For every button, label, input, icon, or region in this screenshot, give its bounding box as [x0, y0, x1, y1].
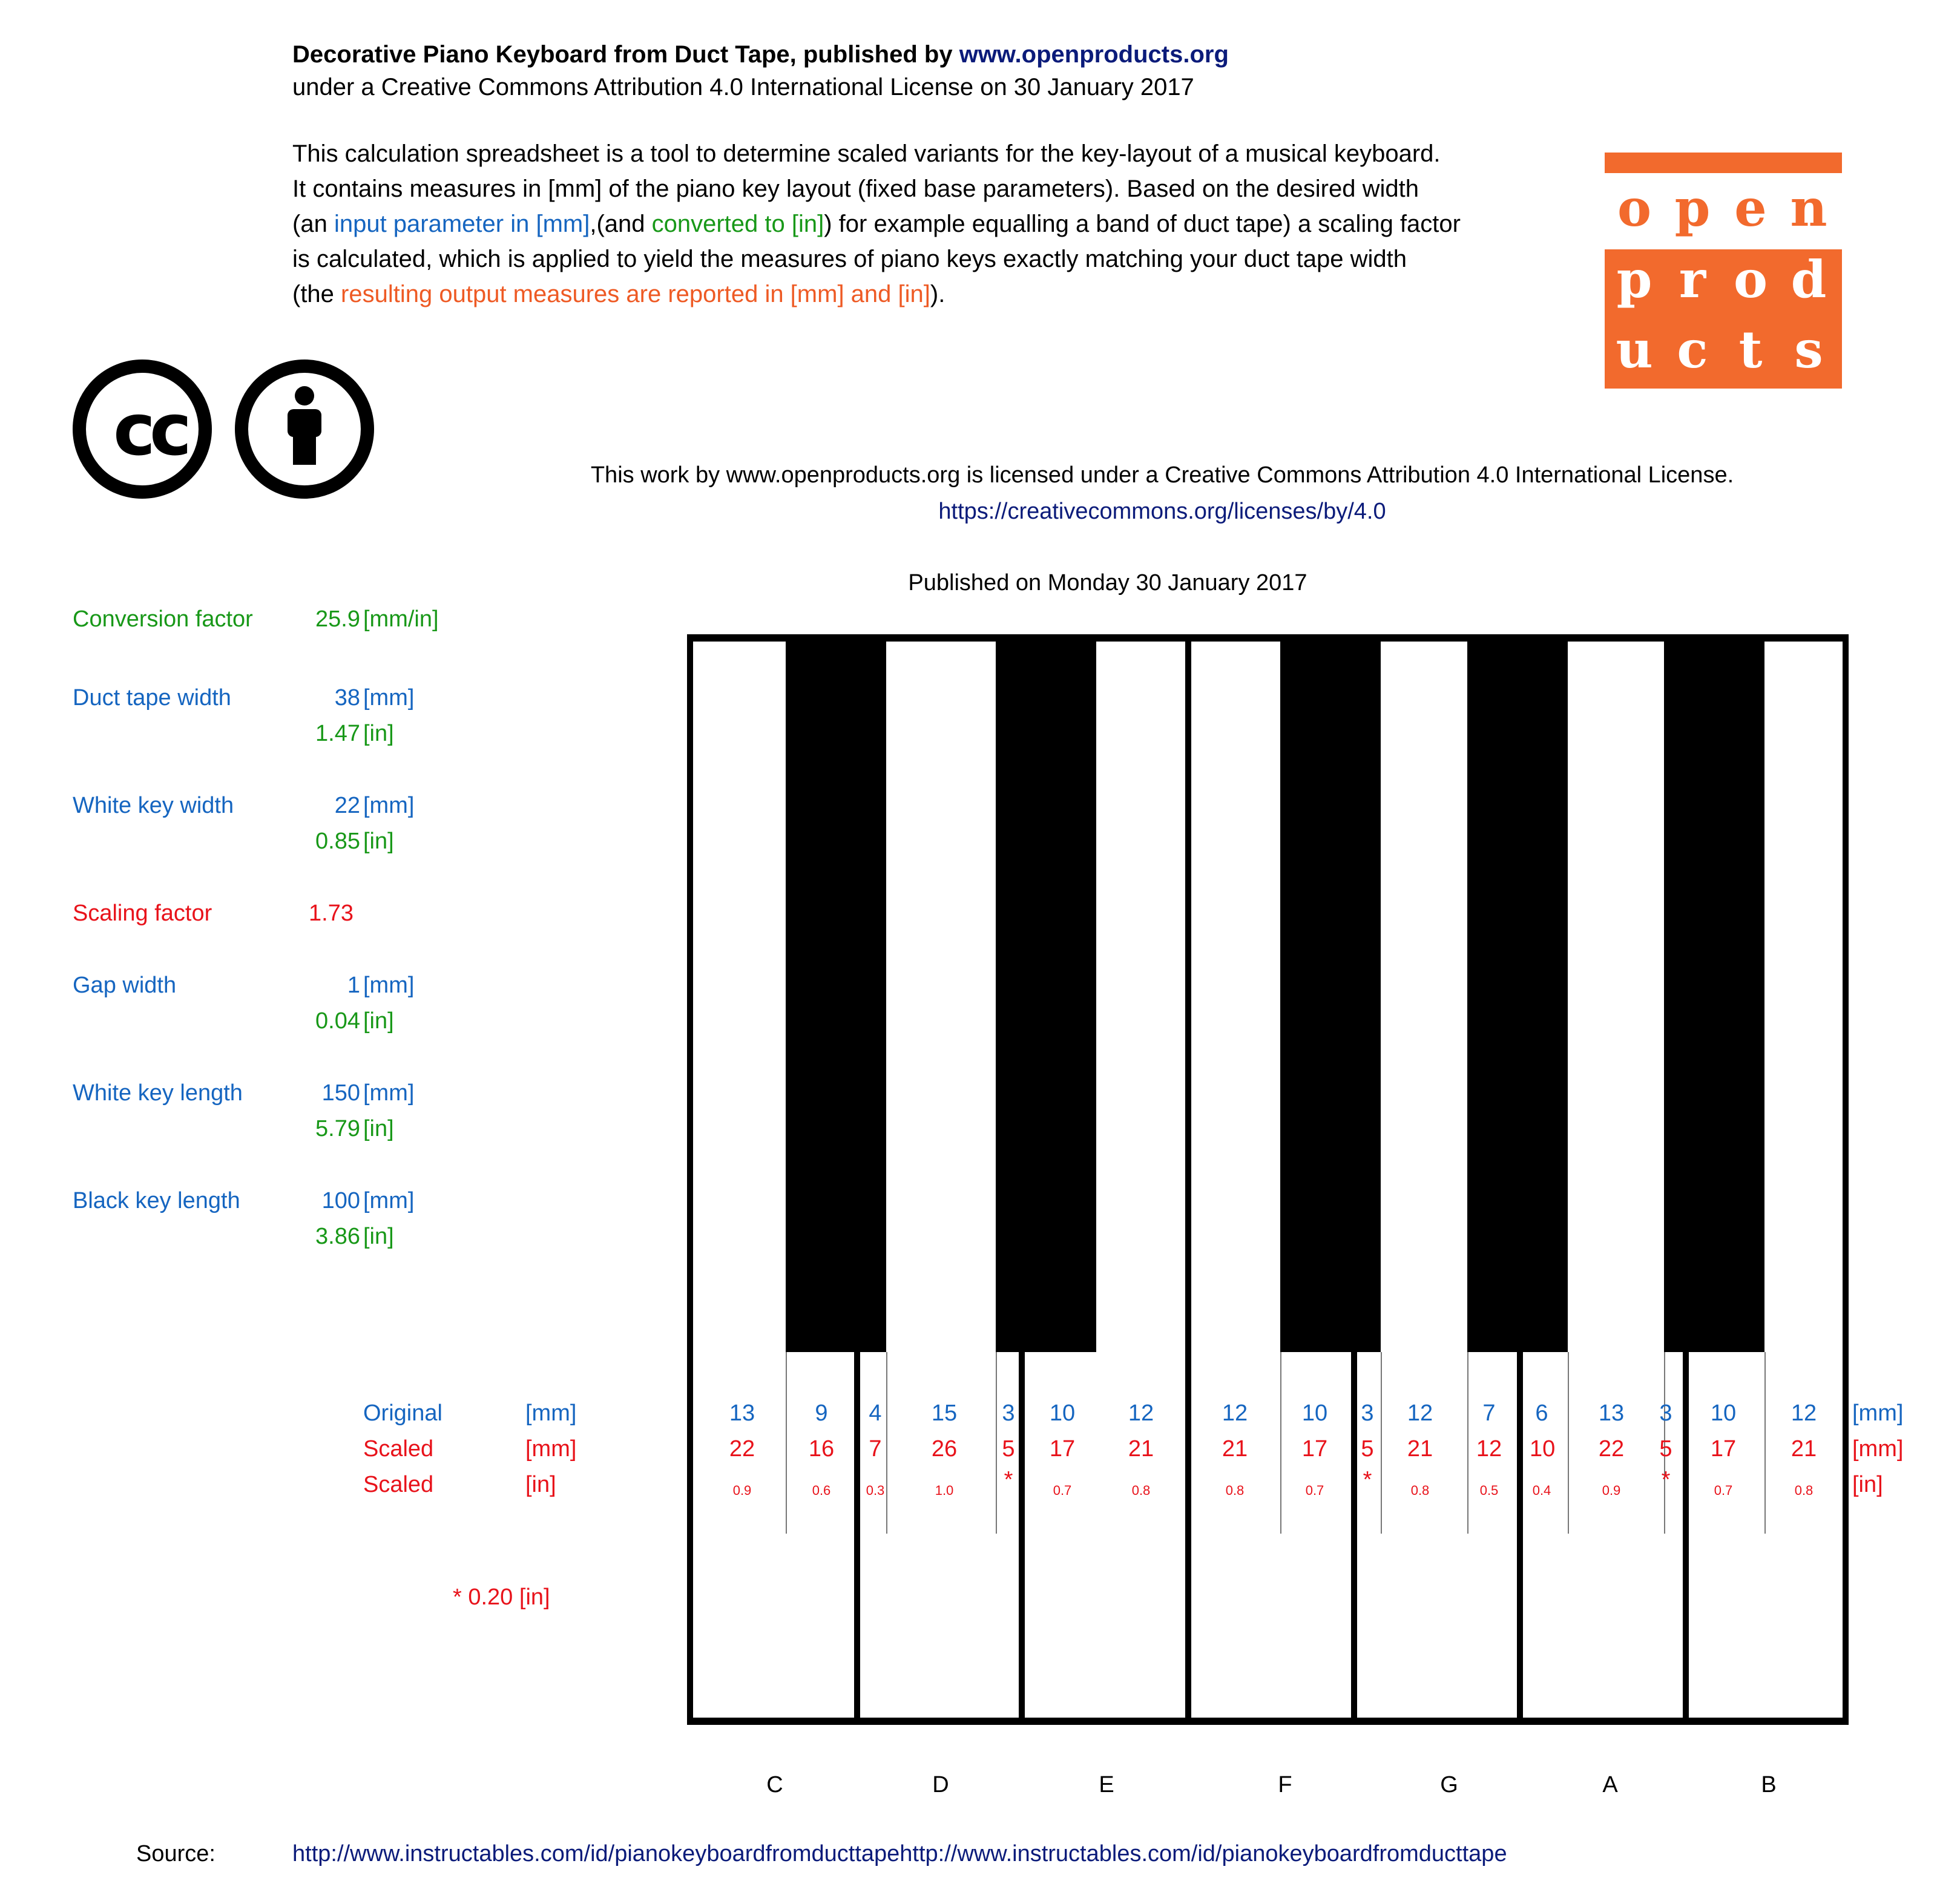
unit-mm: [mm]	[363, 793, 415, 818]
unit-in: [in]	[363, 721, 394, 746]
row-unit-mm: [mm]	[525, 1400, 577, 1426]
cell-scaled-in: 0.8	[1794, 1483, 1814, 1498]
intro-line-5	[292, 276, 945, 312]
cell-original-mm: 13	[1598, 1400, 1625, 1426]
cc-icon-text: cc	[113, 388, 186, 471]
unit-mm: [mm]	[363, 973, 415, 998]
logo-letter: t	[1738, 320, 1763, 379]
scaling-factor-label: Scaling factor	[73, 901, 212, 926]
cell-scaled-mm: 21	[1407, 1436, 1433, 1462]
footnote-value: 0.20	[468, 1584, 513, 1610]
unit-in: [in]	[363, 1116, 394, 1141]
cell-scaled-mm: 12	[1476, 1436, 1502, 1462]
black-key-d-sharp	[996, 642, 1096, 1352]
intro-l3e: ) for example equalling a band of duct tape) a scaling factor	[824, 211, 1461, 237]
intro-line-1: This calculation spreadsheet is a tool to determine scaled variants for the key-layout of a musical keyboard.	[292, 140, 1441, 167]
header-title	[292, 36, 1229, 73]
cell-scaled-mm: 5	[1002, 1436, 1015, 1462]
cell-scaled-mm: 17	[1301, 1436, 1328, 1462]
column-line	[1381, 1352, 1382, 1534]
cell-original-mm: 9	[815, 1400, 828, 1426]
cell-original-mm: 7	[1482, 1400, 1496, 1426]
header-license-line: under a Creative Commons Attribution 4.0 International License on 30 January 2017	[292, 74, 1194, 100]
cell-scaled-in: 0.7	[1305, 1483, 1324, 1498]
intro-converted: converted to [in]	[651, 211, 824, 237]
logo-letter: c	[1677, 320, 1708, 379]
cell-scaled-in: 0.7	[1053, 1483, 1072, 1498]
white-key-length-label: White key length	[73, 1080, 243, 1106]
header-title-link[interactable]: www.openproducts.org	[959, 41, 1229, 68]
cell-scaled-in: 0.8	[1410, 1483, 1430, 1498]
cell-scaled-mm: 21	[1791, 1436, 1817, 1462]
footnote-unit: [in]	[519, 1584, 550, 1610]
cell-original-mm: 15	[931, 1400, 958, 1426]
unit-in: [in]	[363, 1224, 394, 1249]
black-key-length-in: 3.86	[315, 1224, 360, 1249]
white-key-length-mm[interactable]: 150	[321, 1080, 360, 1106]
intro-input-parameter: input parameter in [mm]	[334, 211, 590, 237]
intro-line-2: It contains measures in [mm] of the piano key layout (fixed base parameters). Based on the desired width	[292, 176, 1419, 202]
conversion-factor-unit: [mm/in]	[363, 606, 439, 632]
intro-l5c: ).	[930, 281, 945, 307]
cell-scaled-in: *	[1661, 1467, 1671, 1492]
cell-scaled-in: 0.9	[1602, 1483, 1621, 1498]
cell-original-mm: 3	[1002, 1400, 1015, 1426]
row-label-scaled-in: Scaled	[363, 1472, 434, 1497]
duct-tape-width-mm[interactable]: 38	[334, 685, 360, 711]
black-key-c-sharp	[786, 642, 886, 1352]
unit-in: [in]	[363, 1008, 394, 1034]
key-separator	[1185, 642, 1191, 1718]
logo-letter: p	[1616, 249, 1653, 309]
cell-original-mm: 12	[1128, 1400, 1154, 1426]
intro-l3c: ,(and	[590, 211, 652, 237]
cell-scaled-in: 0.4	[1532, 1483, 1551, 1498]
cell-original-mm: 3	[1361, 1400, 1374, 1426]
cell-original-mm: 6	[1535, 1400, 1548, 1426]
header-title-text: Decorative Piano Keyboard from Duct Tape, published by	[292, 41, 959, 68]
cell-scaled-in: 0.3	[866, 1483, 885, 1498]
footnote-star: *	[453, 1584, 462, 1610]
note-label-g: G	[1440, 1772, 1458, 1798]
license-url[interactable]: https://creativecommons.org/licenses/by/4.0	[938, 499, 1386, 524]
attribution-icon	[235, 360, 374, 499]
note-label-c: C	[766, 1772, 783, 1798]
cell-scaled-mm: 17	[1710, 1436, 1737, 1462]
logo-letter: o	[1617, 178, 1652, 238]
duct-tape-width-in: 1.47	[315, 721, 360, 746]
black-key-a-sharp	[1664, 642, 1764, 1352]
logo-letter: u	[1616, 320, 1653, 379]
row-label-original: Original	[363, 1400, 442, 1426]
black-key-length-mm[interactable]: 100	[321, 1188, 360, 1213]
source-label: Source:	[136, 1841, 215, 1867]
row-label-scaled-mm: Scaled	[363, 1436, 434, 1462]
cell-scaled-in: *	[1363, 1467, 1372, 1492]
person-icon	[248, 373, 361, 485]
logo-letter: e	[1734, 178, 1767, 238]
cell-scaled-in: 0.5	[1479, 1483, 1499, 1498]
black-key-length-label: Black key length	[73, 1188, 240, 1213]
cell-scaled-mm: 21	[1222, 1436, 1248, 1462]
cell-original-mm: 13	[729, 1400, 755, 1426]
logo-letter: p	[1674, 178, 1711, 238]
cell-original-mm: 12	[1222, 1400, 1248, 1426]
unit-mm: [mm]	[363, 1188, 415, 1213]
intro-l5a: (the	[292, 281, 341, 307]
row-unit-mm: [mm]	[525, 1436, 577, 1462]
duct-tape-width-label: Duct tape width	[73, 685, 231, 711]
white-key-width-in: 0.85	[315, 829, 360, 854]
black-key-f-sharp	[1280, 642, 1381, 1352]
published-date: Published on Monday 30 January 2017	[908, 570, 1307, 596]
cell-original-mm: 10	[1710, 1400, 1737, 1426]
cell-scaled-mm: 22	[729, 1436, 755, 1462]
cell-scaled-in: 0.8	[1225, 1483, 1245, 1498]
logo-letter: s	[1794, 320, 1823, 379]
piano-keyboard	[687, 634, 1849, 1725]
key-separator	[854, 1352, 860, 1718]
white-key-width-mm[interactable]: 22	[334, 793, 360, 818]
conversion-factor-label: Conversion factor	[73, 606, 253, 632]
row-unit-mm-right: [mm]	[1852, 1400, 1904, 1426]
row-unit-in-right: [in]	[1852, 1472, 1883, 1497]
gap-width-label: Gap width	[73, 973, 177, 998]
note-label-d: D	[932, 1772, 949, 1798]
column-line	[1280, 1352, 1281, 1534]
gap-width-in: 0.04	[315, 1008, 360, 1034]
cell-scaled-in: *	[1004, 1467, 1013, 1492]
note-label-b: B	[1761, 1772, 1777, 1798]
cell-scaled-mm: 5	[1361, 1436, 1374, 1462]
gap-width-mm[interactable]: 1	[347, 973, 360, 998]
note-label-a: A	[1602, 1772, 1618, 1798]
logo-letter: o	[1733, 249, 1768, 309]
row-unit-in: [in]	[525, 1472, 556, 1497]
cell-scaled-mm: 10	[1530, 1436, 1556, 1462]
unit-mm: [mm]	[363, 1080, 415, 1106]
cell-scaled-mm: 16	[808, 1436, 835, 1462]
scaling-factor-value: 1.73	[309, 901, 354, 926]
cell-scaled-mm: 17	[1049, 1436, 1076, 1462]
cell-scaled-mm: 21	[1128, 1436, 1154, 1462]
column-line	[786, 1352, 787, 1534]
black-key-g-sharp	[1467, 642, 1568, 1352]
footnote	[453, 1583, 550, 1611]
cell-scaled-in: 0.8	[1131, 1483, 1151, 1498]
cell-original-mm: 10	[1049, 1400, 1076, 1426]
cell-original-mm: 3	[1659, 1400, 1672, 1426]
logo-letter: d	[1791, 249, 1827, 309]
column-line	[1568, 1352, 1569, 1534]
intro-output-measures: resulting output measures are reported in [mm] and [in]	[341, 281, 930, 307]
note-label-f: F	[1278, 1772, 1292, 1798]
row-unit-mm-right: [mm]	[1852, 1436, 1904, 1462]
white-key-width-label: White key width	[73, 793, 234, 818]
intro-line-4: is calculated, which is applied to yield the measures of piano keys exactly matching your duct tape width	[292, 246, 1407, 272]
cell-original-mm: 12	[1407, 1400, 1433, 1426]
unit-mm: [mm]	[363, 685, 415, 711]
logo-top-bar	[1605, 153, 1842, 173]
unit-in: [in]	[363, 829, 394, 854]
key-separator	[1683, 1352, 1689, 1718]
cell-scaled-in: 0.7	[1714, 1483, 1733, 1498]
cell-scaled-in: 1.0	[935, 1483, 954, 1498]
license-statement: This work by www.openproducts.org is licensed under a Creative Commons Attribution 4.0 International License.	[590, 462, 1734, 488]
intro-l3a: (an	[292, 211, 334, 237]
cell-scaled-mm: 5	[1659, 1436, 1672, 1462]
cell-scaled-in: 0.9	[732, 1483, 752, 1498]
note-label-e: E	[1099, 1772, 1114, 1798]
cell-original-mm: 10	[1301, 1400, 1328, 1426]
cell-original-mm: 12	[1791, 1400, 1817, 1426]
cc-icon	[73, 360, 212, 499]
column-line	[1764, 1352, 1766, 1534]
white-key-length-in: 5.79	[315, 1116, 360, 1141]
intro-line-3	[292, 206, 1461, 242]
cell-scaled-mm: 26	[931, 1436, 958, 1462]
source-url[interactable]: http://www.instructables.com/id/pianokeyboardfromducttapehttp://www.instructables.com/id/pianokeyboardfromducttape	[292, 1841, 1507, 1867]
cell-scaled-in: 0.6	[812, 1483, 831, 1498]
cell-scaled-mm: 7	[869, 1436, 882, 1462]
conversion-factor-value: 25.9	[315, 606, 360, 632]
logo-letter: r	[1679, 249, 1706, 309]
logo-letter: n	[1790, 178, 1827, 238]
cell-original-mm: 4	[869, 1400, 882, 1426]
cell-scaled-mm: 22	[1598, 1436, 1625, 1462]
